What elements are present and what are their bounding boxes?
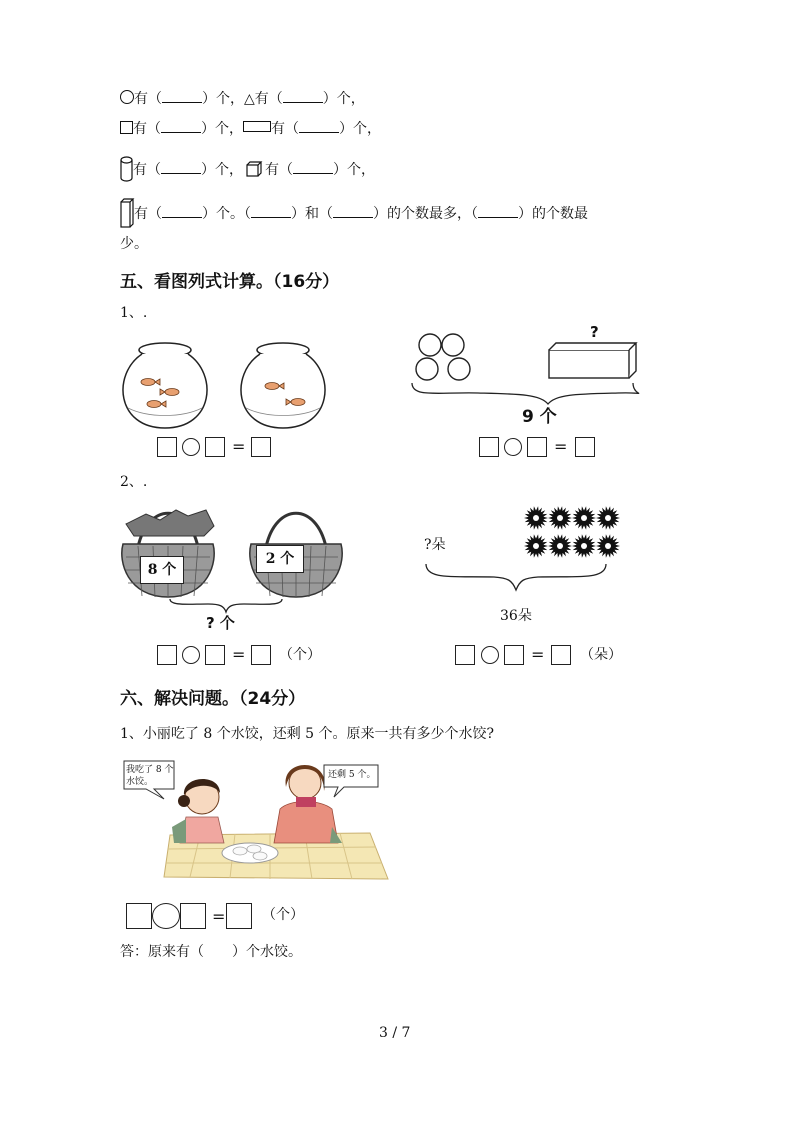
answer-blank[interactable] — [283, 90, 323, 103]
flower-brace — [424, 562, 608, 602]
operator-circle[interactable] — [504, 438, 522, 456]
answer-box[interactable] — [226, 903, 252, 929]
circle-icon — [120, 90, 134, 104]
answer-blank[interactable] — [293, 161, 333, 174]
basket-right-label: 2 个 — [256, 545, 304, 573]
girl-speech-bubble: 我吃了 8 个水饺。 — [126, 765, 174, 787]
flower — [596, 506, 620, 530]
triangle-icon: △ — [244, 91, 255, 107]
section6-heading: 六、解决问题。（24分） — [120, 689, 306, 709]
count-line-2: 有（ ）个， 有（ ）个， — [120, 119, 381, 139]
q2-label: 2、. — [120, 474, 148, 490]
answer-box[interactable] — [455, 645, 475, 665]
answer-blank[interactable] — [161, 161, 201, 174]
answer-box[interactable] — [575, 437, 595, 457]
answer-box[interactable] — [251, 645, 271, 665]
operator-circle[interactable] — [182, 646, 200, 664]
brace-shape — [412, 383, 639, 404]
flower — [596, 534, 620, 558]
square-icon — [120, 121, 133, 134]
woman-speech-bubble: 还剩 5 个。 — [328, 770, 376, 780]
unit-label: （朵） — [580, 647, 622, 663]
answer-box[interactable] — [157, 645, 177, 665]
flower-total-label: 36朵 — [500, 608, 532, 624]
flowers-illustration — [524, 504, 624, 562]
flower — [548, 534, 572, 558]
ball-4 — [448, 358, 470, 380]
answer-box[interactable] — [205, 437, 225, 457]
unit-label: （个） — [262, 907, 304, 923]
answer-blank[interactable] — [251, 205, 291, 218]
ball-2 — [442, 334, 464, 356]
answer-box[interactable] — [479, 437, 499, 457]
basket-total-label: ? 个 — [206, 614, 235, 632]
answer-blank[interactable] — [299, 120, 339, 133]
equals-sign: = — [212, 907, 226, 926]
unit-label: （个） — [279, 647, 321, 663]
answer-box[interactable] — [205, 645, 225, 665]
answer-box[interactable] — [126, 903, 152, 929]
page-number: 3 / 7 — [379, 1025, 411, 1041]
answer-box[interactable] — [180, 903, 206, 929]
box-shape — [549, 350, 629, 378]
box-question-mark: ? — [590, 323, 599, 341]
equals-sign: = — [232, 645, 246, 664]
cuboid-icon — [120, 198, 134, 228]
answer-box[interactable] — [157, 437, 177, 457]
q1-label: 1、. — [120, 305, 148, 321]
circles-box-illustration — [408, 330, 648, 410]
answer-box[interactable] — [527, 437, 547, 457]
equals-sign: = — [554, 437, 568, 456]
flower — [524, 506, 548, 530]
ball-3 — [416, 358, 438, 380]
flower-unknown-label: ?朵 — [424, 537, 446, 553]
question-text: 1、小丽吃了 8 个水饺，还剩 5 个。原来一共有多少个水饺? — [120, 726, 495, 742]
cylinder-icon — [120, 156, 133, 182]
answer-box[interactable] — [504, 645, 524, 665]
count-line-1: 有（ ）个，△有（ ）个， — [120, 89, 365, 109]
equals-sign: = — [232, 437, 246, 456]
section5-heading: 五、看图列式计算。（16分） — [120, 272, 340, 292]
fishbowl-right — [241, 343, 325, 428]
answer-box[interactable] — [551, 645, 571, 665]
ball-1 — [419, 334, 441, 356]
count-line-3: 有（ ）个， 有（ ）个， — [120, 156, 375, 182]
flower — [572, 506, 596, 530]
cube-icon — [246, 161, 262, 177]
flower — [524, 534, 548, 558]
answer-blank[interactable] — [333, 205, 373, 218]
count-line-4: 有（ ）个。（ ）和（ ）的个数最多，（ ）的个数最 — [120, 198, 588, 228]
operator-circle[interactable] — [182, 438, 200, 456]
answer-blank[interactable] — [162, 90, 202, 103]
total-9-label: 9 个 — [522, 407, 557, 427]
flower — [572, 534, 596, 558]
flower — [548, 506, 572, 530]
answer-sentence: 答：原来有（ ）个水饺。 — [120, 944, 302, 960]
fishbowl-illustration — [118, 338, 398, 434]
operator-circle[interactable] — [481, 646, 499, 664]
fishbowl-left — [123, 343, 207, 428]
basket-left-label: 8 个 — [140, 556, 184, 584]
equals-sign: = — [531, 645, 545, 664]
count-line-4-wrap: 少。 — [120, 236, 148, 252]
answer-blank[interactable] — [162, 205, 202, 218]
rectangle-icon — [243, 121, 271, 132]
operator-circle[interactable] — [152, 903, 180, 929]
answer-box[interactable] — [251, 437, 271, 457]
answer-blank[interactable] — [161, 120, 201, 133]
answer-blank[interactable] — [478, 205, 518, 218]
